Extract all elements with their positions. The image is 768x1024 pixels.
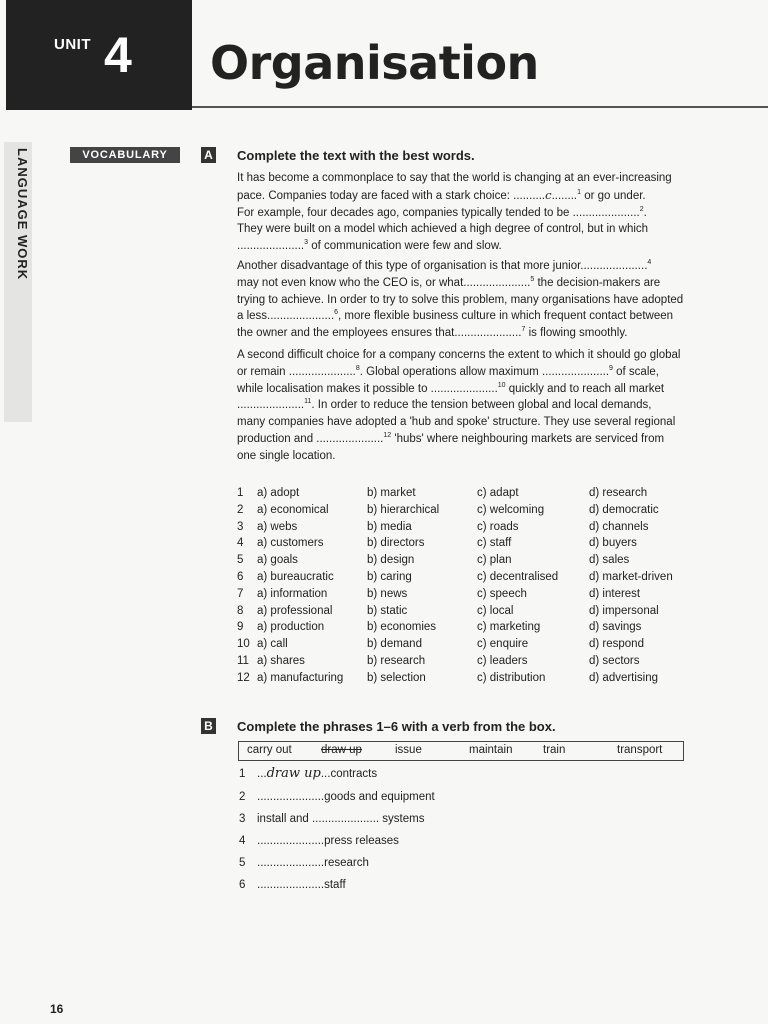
- option-number: 10: [237, 638, 250, 651]
- option-number: 5: [237, 554, 244, 567]
- verb-option-used: draw up: [321, 744, 362, 756]
- text-line: They were built on a model which achieved a high degree of control, but in which: [237, 223, 649, 236]
- option-row: [237, 504, 707, 521]
- text-line: It has become a commonplace to say that the world is changing at an ever-increasing: [237, 172, 672, 184]
- option-c: c) marketing: [477, 621, 541, 634]
- phrase-item: 6 .....................staff: [239, 879, 346, 891]
- answer-mark: c: [545, 187, 552, 202]
- option-c: c) speech: [477, 587, 527, 600]
- page-title: Organisation: [210, 36, 539, 90]
- text-line: may not even know who the CEO is, or what.....................$^5$ the decision-makers are: [237, 275, 661, 289]
- option-c: c) staff: [477, 537, 512, 550]
- option-c: c) leaders: [477, 654, 528, 667]
- option-d: d) channels: [589, 520, 649, 533]
- verb-option: carry out: [247, 744, 292, 756]
- option-a: a) professional: [257, 604, 333, 617]
- option-number: 2: [237, 503, 244, 516]
- option-b: b) research: [367, 654, 426, 667]
- verb-option: issue: [395, 744, 422, 756]
- option-b: b) design: [367, 554, 415, 567]
- handwritten-answer: draw up: [266, 766, 321, 781]
- option-b: b) selection: [367, 671, 426, 684]
- option-row: [237, 487, 707, 504]
- option-a: a) bureaucratic: [257, 570, 334, 583]
- paragraph-3: [237, 347, 707, 465]
- unit-banner: [6, 0, 192, 110]
- option-c: c) roads: [477, 520, 519, 533]
- option-number: 6: [237, 570, 244, 583]
- option-number: 1: [237, 487, 244, 499]
- option-d: d) democratic: [589, 503, 659, 516]
- section-a-marker: A: [201, 147, 216, 163]
- option-a: a) adopt: [257, 487, 300, 499]
- option-a: a) call: [257, 638, 288, 651]
- section-b-heading: Complete the phrases 1–6 with a verb from the box.: [237, 719, 556, 734]
- text-line: For example, four decades ago, companies typically tended to be .....................$^2$.: [237, 205, 647, 219]
- options-table: [237, 487, 707, 689]
- verb-option: transport: [617, 744, 663, 756]
- option-c: c) adapt: [477, 487, 519, 499]
- option-c: c) local: [477, 604, 514, 617]
- option-b: b) market: [367, 487, 416, 499]
- text-line: Another disadvantage of this type of organisation is that more junior.....................$^4$: [237, 259, 652, 272]
- option-row: [237, 655, 707, 672]
- text-line: pace. Companies today are faced with a stark choice: ..........c........$^1$ or go under.: [237, 187, 646, 202]
- unit-label: UNIT: [54, 36, 91, 53]
- option-c: c) distribution: [477, 671, 546, 684]
- option-d: d) buyers: [589, 537, 637, 550]
- option-b: b) caring: [367, 570, 412, 583]
- option-a: a) goals: [257, 554, 298, 567]
- option-d: d) interest: [589, 587, 641, 600]
- phrase-item: 1 ...draw up...contracts: [239, 766, 378, 781]
- paragraph-2: [237, 258, 707, 342]
- verb-box: [238, 741, 684, 761]
- option-row: [237, 588, 707, 605]
- option-row: [237, 554, 707, 571]
- unit-number: 4: [104, 27, 132, 83]
- phrase-item: 2 .....................goods and equipment: [239, 791, 435, 803]
- option-c: c) plan: [477, 554, 512, 567]
- verb-option: maintain: [469, 744, 513, 756]
- option-b: b) media: [367, 520, 412, 533]
- option-d: d) sales: [589, 554, 630, 567]
- option-a: a) economical: [257, 503, 329, 516]
- phrase-item: 3 install and ..................... systems: [239, 813, 425, 825]
- option-b: b) static: [367, 604, 408, 617]
- phrase-number: 4: [239, 835, 246, 847]
- option-row: [237, 571, 707, 588]
- text-line: or remain .....................$^8$. Global operations allow maximum .....................$^9$ of scale,: [237, 364, 659, 378]
- phrase-number: 1: [239, 768, 246, 780]
- section-b-marker: B: [201, 718, 216, 734]
- text-line: production and .....................$^{12}$ 'hubs' where neighbouring markets are serviced from: [237, 432, 665, 445]
- option-a: a) customers: [257, 537, 324, 550]
- option-a: a) manufacturing: [257, 671, 344, 684]
- option-number: 9: [237, 621, 244, 634]
- phrase-number: 3: [239, 813, 246, 825]
- option-number: 4: [237, 537, 244, 550]
- text-line: A second difficult choice for a company concerns the extent to which it should go global: [237, 349, 681, 361]
- phrase-number: 5: [239, 857, 246, 869]
- option-d: d) advertising: [589, 671, 659, 684]
- phrase-item: 4 .....................press releases: [239, 835, 399, 847]
- option-d: d) market-driven: [589, 570, 673, 583]
- option-a: a) production: [257, 621, 325, 634]
- option-a: a) information: [257, 587, 328, 600]
- option-d: d) respond: [589, 638, 644, 651]
- option-b: b) news: [367, 587, 408, 600]
- text-line: one single location.: [237, 449, 336, 462]
- option-b: b) economies: [367, 621, 437, 634]
- title-divider: [192, 106, 768, 108]
- page-number: 16: [50, 1002, 64, 1016]
- text-line: .....................$^{11}$. In order to reduce the tension between global and local demands,: [237, 398, 652, 412]
- option-c: c) decentralised: [477, 570, 559, 583]
- text-line: a less.....................$^6$, more flexible business culture in which frequent contact between: [237, 309, 674, 323]
- option-d: d) impersonal: [589, 604, 659, 617]
- vocabulary-tag: VOCABULARY: [70, 147, 180, 163]
- option-b: b) hierarchical: [367, 503, 440, 516]
- paragraph-1: [237, 170, 707, 255]
- option-a: a) webs: [257, 520, 298, 533]
- phrase-number: 2: [239, 791, 246, 803]
- option-d: d) research: [589, 487, 648, 499]
- option-c: c) enquire: [477, 638, 529, 651]
- side-strip: [4, 142, 32, 422]
- option-d: d) sectors: [589, 654, 640, 667]
- text-line: the owner and the employees ensures that.....................$^7$ is flowing smoothly.: [237, 326, 628, 340]
- option-b: b) demand: [367, 638, 422, 651]
- text-line: many companies have adopted a 'hub and spoke' structure. They use several regional: [237, 416, 676, 429]
- option-row: [237, 672, 707, 689]
- option-c: c) welcoming: [477, 503, 545, 516]
- option-a: a) shares: [257, 654, 305, 667]
- option-row: [237, 621, 707, 638]
- side-label: LANGUAGE WORK: [15, 148, 30, 281]
- option-b: b) directors: [367, 537, 425, 550]
- option-number: 7: [237, 587, 244, 600]
- option-row: [237, 638, 707, 655]
- phrase-number: 6: [239, 879, 246, 891]
- text-line: trying to achieve. In order to try to solve this problem, many organisations have adopted: [237, 293, 684, 306]
- verb-option: train: [543, 744, 566, 756]
- option-number: 12: [237, 671, 250, 684]
- option-row: [237, 605, 707, 622]
- option-row: [237, 521, 707, 538]
- option-number: 11: [237, 654, 249, 667]
- option-d: d) savings: [589, 621, 642, 634]
- phrase-item: 5 .....................research: [239, 857, 369, 869]
- text-line: while localisation makes it possible to .....................$^{10}$ quickly and to reach all market: [237, 381, 665, 395]
- text-line: .....................$^3$ of communication were few and slow.: [237, 239, 502, 253]
- option-row: [237, 537, 707, 554]
- option-number: 3: [237, 520, 244, 533]
- section-a-heading: Complete the text with the best words.: [237, 148, 475, 163]
- option-number: 8: [237, 604, 244, 617]
